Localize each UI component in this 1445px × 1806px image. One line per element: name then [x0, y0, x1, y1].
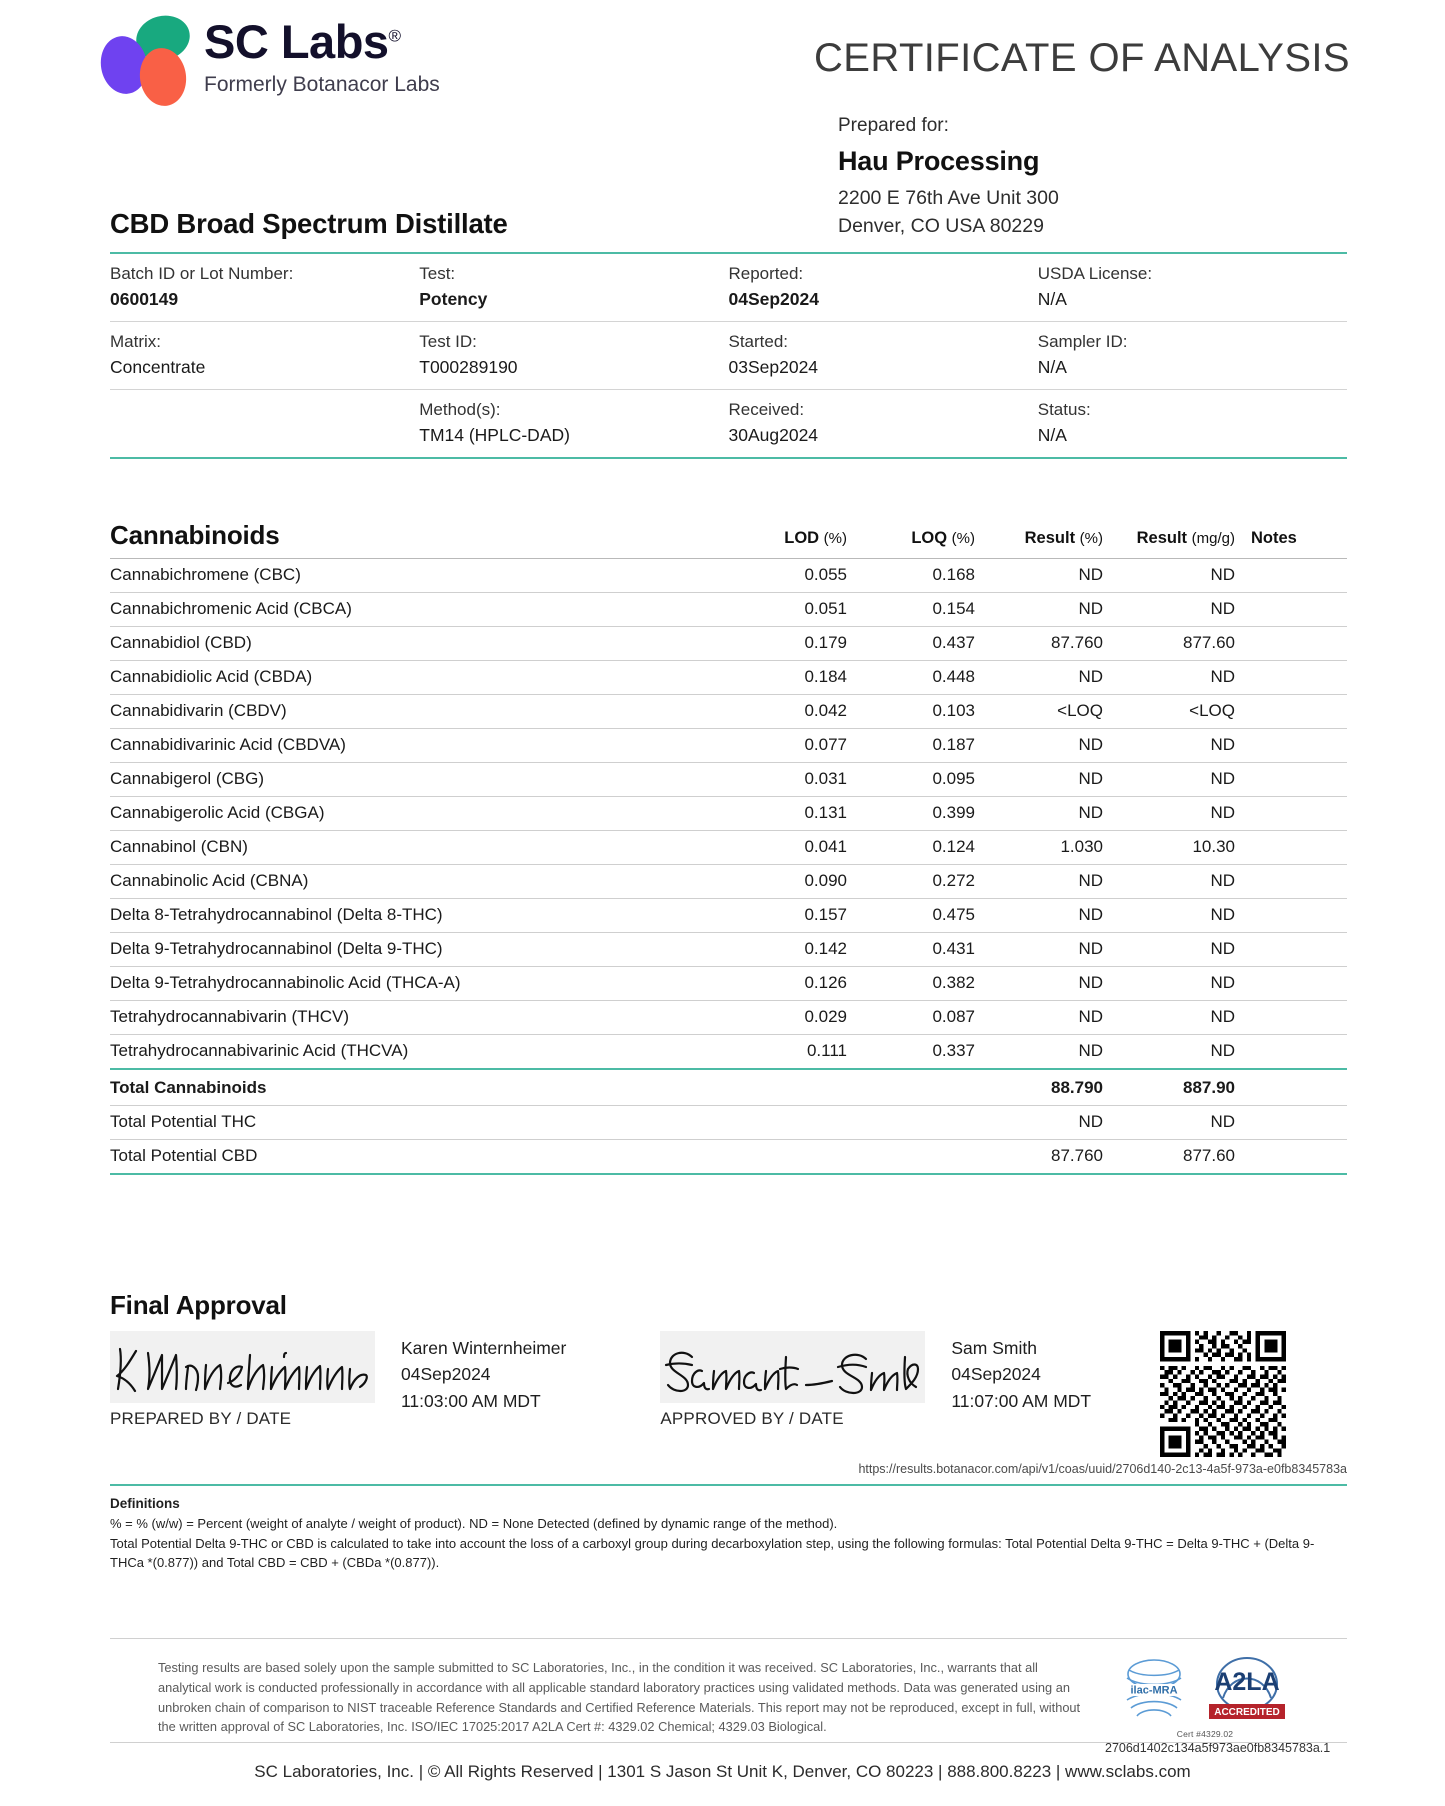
cell-lod: 0.090: [719, 865, 847, 899]
cell-result-mg: ND: [1103, 899, 1235, 933]
metadata-cell: [110, 253, 419, 322]
cell-result-pct: ND: [975, 559, 1103, 593]
cell-lod: 0.179: [719, 627, 847, 661]
definitions-line-1: % = % (w/w) = Percent (weight of analyte / weight of product). ND = None Detected (defined by dynamic range of the method).: [110, 1516, 838, 1532]
cell-notes: [1235, 797, 1347, 831]
metadata-label: Method(s):: [419, 400, 501, 419]
cell-result-mg: ND: [1103, 661, 1235, 695]
cell-result-pct: ND: [975, 763, 1103, 797]
metadata-cell: [729, 322, 1038, 390]
sample-metadata-table: [110, 252, 1347, 459]
accreditation-marks: [1105, 1652, 1305, 1726]
metadata-label: Status:: [1037, 400, 1091, 419]
cell-lod: 0.126: [719, 967, 847, 1001]
cell-lod: 0.029: [719, 1001, 847, 1035]
signature-row: [110, 1331, 1347, 1429]
cell-loq: 0.187: [847, 729, 975, 763]
metadata-row: [110, 322, 1347, 390]
cell-notes: [1235, 729, 1347, 763]
cell-result-mg: 887.90: [1103, 1069, 1235, 1106]
metadata-cell: [419, 390, 728, 459]
logo-mark-icon: [100, 12, 196, 104]
metadata-label: Received:: [728, 400, 805, 419]
cell-name: Tetrahydrocannabivarin (THCV): [110, 1001, 719, 1035]
column-header-lod-unit: (%): [823, 530, 847, 547]
metadata-cell: [419, 253, 728, 322]
cell-notes: [1235, 661, 1347, 695]
cell-loq: 0.437: [847, 627, 975, 661]
cell-notes: [1235, 865, 1347, 899]
metadata-cell: [1038, 390, 1347, 459]
column-header-result-mgg-text: Result: [1136, 529, 1188, 547]
column-header-result-percent: [975, 529, 1103, 551]
cell-name: Cannabidiolic Acid (CBDA): [110, 661, 719, 695]
prepared-by-time: 11:03:00 AM MDT: [401, 1390, 541, 1411]
table-row: [110, 593, 1347, 627]
registered-mark-icon: ®: [388, 26, 401, 46]
sc-labs-logo: [100, 12, 440, 104]
logo-name-text: SC Labs: [204, 15, 389, 68]
metadata-cell: [1038, 253, 1347, 322]
prepared-for-label: Prepared for:: [838, 115, 949, 136]
cell-lod: 0.131: [719, 797, 847, 831]
cell-notes: [1235, 1035, 1347, 1070]
table-row: [110, 797, 1347, 831]
cell-name: Cannabigerol (CBG): [110, 763, 719, 797]
cell-name: Cannabidivarinic Acid (CBDVA): [110, 729, 719, 763]
definitions-section: [110, 1494, 1347, 1573]
cell-name: Cannabichromenic Acid (CBCA): [110, 593, 719, 627]
cannabinoids-table-body: [110, 559, 1347, 1175]
cell-result-pct: ND: [975, 1035, 1103, 1070]
cell-notes: [1235, 1106, 1347, 1140]
cell-result-pct: ND: [975, 899, 1103, 933]
prepared-by-meta: [401, 1331, 566, 1414]
page-title: CERTIFICATE OF ANALYSIS: [814, 36, 1350, 80]
certificate-number: Cert #4329.02: [1176, 1729, 1234, 1739]
table-row: [110, 729, 1347, 763]
cell-name: Cannabinol (CBN): [110, 831, 719, 865]
cell-name: Total Potential THC: [110, 1106, 719, 1140]
cell-loq: 0.382: [847, 967, 975, 1001]
cell-loq: [847, 1069, 975, 1106]
ilac-mra-logo-icon: [1117, 1652, 1191, 1726]
cell-loq: [847, 1140, 975, 1175]
approved-by-time: 11:07:00 AM MDT: [951, 1390, 1092, 1411]
qr-code-icon[interactable]: [1160, 1331, 1286, 1457]
sample-metadata-body: [110, 253, 1347, 458]
footer-divider-bottom: [110, 1742, 1347, 1743]
certificate-uuid: 2706d1402c134a5f973ae0fb8345783a.1: [1105, 1741, 1331, 1755]
prepared-for-block: [838, 112, 1059, 240]
cell-result-mg: 10.30: [1103, 831, 1235, 865]
column-header-result-mgg: [1103, 529, 1235, 551]
definitions-top-rule: [110, 1484, 1347, 1486]
cell-loq: 0.087: [847, 1001, 975, 1035]
approved-by-meta: [951, 1331, 1091, 1414]
logo-subtitle: Formerly Botanacor Labs: [204, 73, 440, 96]
cell-name: Total Potential CBD: [110, 1140, 719, 1175]
definitions-line-2: Total Potential Delta 9-THC or CBD is calculated to take into account the loss of a carboxyl group during decarboxylation step, using the following formulas: Total Potential Delta 9-THC = Delta 9-THC + (Delta 9-THCa *(0.877)) and Total CBD = CBD + (CBDa *(0.877)).: [110, 1535, 1315, 1571]
cell-name: Tetrahydrocannabivarinic Acid (THCVA): [110, 1035, 719, 1070]
cell-loq: 0.154: [847, 593, 975, 627]
cell-loq: 0.448: [847, 661, 975, 695]
cell-result-pct: ND: [975, 1106, 1103, 1140]
table-row: [110, 661, 1347, 695]
metadata-label: Batch ID or Lot Number:: [110, 264, 294, 283]
table-row: [110, 899, 1347, 933]
footer-divider-top: [110, 1638, 1347, 1639]
metadata-label: USDA License:: [1037, 264, 1153, 283]
cell-notes: [1235, 627, 1347, 661]
table-row: [110, 1001, 1347, 1035]
cell-lod: [719, 1069, 847, 1106]
cell-result-pct: ND: [975, 729, 1103, 763]
definitions-heading: Definitions: [110, 1496, 180, 1511]
metadata-cell: [729, 390, 1038, 459]
client-name: Hau Processing: [838, 145, 1040, 176]
cell-notes: [1235, 593, 1347, 627]
metadata-value: N/A: [1037, 425, 1067, 445]
table-total-row: [110, 1106, 1347, 1140]
cell-lod: 0.142: [719, 933, 847, 967]
metadata-value: N/A: [1037, 289, 1067, 309]
coa-url[interactable]: https://results.botanacor.com/api/v1/coas/uuid/2706d140-2c13-4a5f-973a-e0fb8345783a: [858, 1462, 1347, 1476]
metadata-label: Test ID:: [419, 332, 477, 351]
cell-lod: 0.055: [719, 559, 847, 593]
client-address-line-2: Denver, CO USA 80229: [838, 214, 1044, 237]
a2la-label: A2LA: [1214, 1668, 1280, 1696]
metadata-cell: [729, 253, 1038, 322]
cell-result-mg: ND: [1103, 865, 1235, 899]
cell-result-pct: ND: [975, 967, 1103, 1001]
cell-result-mg: ND: [1103, 1035, 1235, 1070]
cell-notes: [1235, 695, 1347, 729]
coa-qr-code[interactable]: [1160, 1331, 1286, 1457]
cell-name: Cannabichromene (CBC): [110, 559, 719, 593]
prepared-by-date: 04Sep2024: [401, 1364, 491, 1385]
metadata-label: Test:: [419, 264, 456, 283]
cell-notes: [1235, 559, 1347, 593]
cell-result-mg: ND: [1103, 1106, 1235, 1140]
cannabinoids-title: Cannabinoids: [110, 520, 280, 550]
metadata-value: TM14 (HPLC-DAD): [419, 425, 570, 445]
cell-name: Delta 8-Tetrahydrocannabinol (Delta 8-THC): [110, 899, 719, 933]
cell-name: Cannabidiol (CBD): [110, 627, 719, 661]
cell-result-pct: ND: [975, 933, 1103, 967]
metadata-value: 03Sep2024: [728, 357, 819, 377]
table-row: [110, 1035, 1347, 1070]
table-row: [110, 933, 1347, 967]
approved-by-group: [660, 1331, 1091, 1429]
cell-lod: 0.157: [719, 899, 847, 933]
cell-result-mg: ND: [1103, 933, 1235, 967]
prepared-by-group: [110, 1331, 566, 1429]
cell-notes: [1235, 967, 1347, 1001]
accreditation-block: [1105, 1652, 1331, 1755]
table-row: [110, 695, 1347, 729]
approved-by-signature-image: [660, 1331, 925, 1403]
metadata-label: Started:: [728, 332, 789, 351]
prepared-by-name: Karen Winternheimer: [401, 1338, 567, 1358]
ilac-mra-icon-svg: [1117, 1652, 1191, 1726]
cell-lod: 0.051: [719, 593, 847, 627]
metadata-value: Potency: [419, 289, 488, 309]
cell-notes: [1235, 899, 1347, 933]
cell-result-pct: ND: [975, 1001, 1103, 1035]
cell-result-pct: 88.790: [975, 1069, 1103, 1106]
prepared-by-caption: PREPARED BY / DATE: [110, 1409, 292, 1428]
cell-name: Cannabigerolic Acid (CBGA): [110, 797, 719, 831]
cell-loq: 0.475: [847, 899, 975, 933]
table-row: [110, 627, 1347, 661]
cell-loq: 0.124: [847, 831, 975, 865]
cell-lod: 0.042: [719, 695, 847, 729]
cell-result-pct: <LOQ: [975, 695, 1103, 729]
table-total-row: [110, 1069, 1347, 1106]
table-total-row: [110, 1140, 1347, 1175]
cell-loq: 0.095: [847, 763, 975, 797]
cell-name: Delta 9-Tetrahydrocannabinol (Delta 9-THC): [110, 933, 719, 967]
metadata-label: Sampler ID:: [1037, 332, 1128, 351]
cell-loq: 0.272: [847, 865, 975, 899]
column-header-lod-text: LOD: [784, 529, 820, 547]
table-row: [110, 559, 1347, 593]
cannabinoids-section: [110, 520, 1347, 1175]
metadata-value: 0600149: [110, 289, 179, 309]
cell-name: Total Cannabinoids: [110, 1069, 719, 1106]
footer-disclaimer: Testing results are based solely upon the sample submitted to SC Laboratories, Inc., in the condition it was received. SC Laboratories, Inc., warrants that all analytical work is conducted professionally in accordance with all applicable standard laboratory practices using validated methods. Data was generated using an unbroken chain of comparison to NIST traceable Reference Standards and Certified Reference Materials. This report may not be reproduced, except in full, without the written approval of SC Laboratories, Inc. ISO/IEC 17025:2017 A2LA Cert #: 4329.02 Chemical; 4329.03 Biological.: [158, 1660, 1081, 1735]
cell-result-mg: 877.60: [1103, 1140, 1235, 1175]
metadata-label: Matrix:: [110, 332, 161, 351]
cell-lod: 0.031: [719, 763, 847, 797]
metadata-value: 04Sep2024: [728, 289, 819, 309]
cell-notes: [1235, 763, 1347, 797]
metadata-value: T000289190: [419, 357, 518, 377]
logo-wordmark: [204, 15, 440, 68]
metadata-value: N/A: [1037, 357, 1067, 377]
cell-result-mg: ND: [1103, 559, 1235, 593]
cell-notes: [1235, 1140, 1347, 1175]
cannabinoids-table-header: [110, 520, 1347, 558]
table-row: [110, 967, 1347, 1001]
metadata-row: [110, 390, 1347, 459]
metadata-value: 30Aug2024: [728, 425, 819, 445]
column-header-loq-text: LOQ: [911, 529, 948, 547]
column-header-result-percent-text: Result: [1024, 529, 1076, 547]
ilac-mra-label: ilac-MRA: [1130, 1684, 1178, 1697]
signature-samantha-icon: [660, 1331, 925, 1403]
cell-lod: 0.111: [719, 1035, 847, 1070]
cell-loq: 0.337: [847, 1035, 975, 1070]
column-header-lod: [719, 529, 847, 551]
cell-result-mg: ND: [1103, 763, 1235, 797]
column-header-result-percent-unit: (%): [1079, 530, 1103, 547]
cell-result-mg: ND: [1103, 729, 1235, 763]
client-address-line-1: 2200 E 76th Ave Unit 300: [838, 186, 1059, 209]
cell-loq: 0.103: [847, 695, 975, 729]
cell-notes: [1235, 933, 1347, 967]
cell-result-pct: 87.760: [975, 1140, 1103, 1175]
cannabinoids-table: [110, 558, 1347, 1175]
cell-loq: [847, 1106, 975, 1140]
cell-lod: 0.077: [719, 729, 847, 763]
cell-loq: 0.399: [847, 797, 975, 831]
a2la-icon-svg: [1201, 1654, 1293, 1724]
final-approval-title: Final Approval: [110, 1290, 287, 1320]
table-row: [110, 831, 1347, 865]
cell-loq: 0.431: [847, 933, 975, 967]
cell-result-mg: ND: [1103, 1001, 1235, 1035]
approved-by-date: 04Sep2024: [951, 1364, 1041, 1385]
cell-result-mg: ND: [1103, 967, 1235, 1001]
column-header-notes: Notes: [1251, 529, 1297, 547]
final-approval-section: [110, 1290, 1347, 1429]
column-header-loq-unit: (%): [951, 530, 975, 547]
metadata-cell: [110, 390, 419, 459]
cell-result-pct: ND: [975, 661, 1103, 695]
column-header-loq: [847, 529, 975, 551]
cell-name: Cannabidivarin (CBDV): [110, 695, 719, 729]
cell-lod: [719, 1140, 847, 1175]
cell-notes: [1235, 1069, 1347, 1106]
cell-notes: [1235, 831, 1347, 865]
cell-name: Delta 9-Tetrahydrocannabinolic Acid (THCA-A): [110, 967, 719, 1001]
metadata-row: [110, 253, 1347, 322]
cell-lod: 0.184: [719, 661, 847, 695]
cell-result-mg: 877.60: [1103, 627, 1235, 661]
table-row: [110, 865, 1347, 899]
metadata-cell: [419, 322, 728, 390]
cell-name: Cannabinolic Acid (CBNA): [110, 865, 719, 899]
cell-result-pct: 1.030: [975, 831, 1103, 865]
a2la-logo-icon: [1201, 1654, 1293, 1724]
table-row: [110, 763, 1347, 797]
cell-notes: [1235, 1001, 1347, 1035]
cell-result-mg: ND: [1103, 797, 1235, 831]
cell-result-mg: ND: [1103, 593, 1235, 627]
cell-result-pct: ND: [975, 593, 1103, 627]
cell-loq: 0.168: [847, 559, 975, 593]
product-name: CBD Broad Spectrum Distillate: [110, 208, 508, 239]
footer-company-line: SC Laboratories, Inc. | © All Rights Reserved | 1301 S Jason St Unit K, Denver, CO 80223 | 888.800.8223 | www.sclabs.com: [254, 1762, 1191, 1781]
cell-lod: 0.041: [719, 831, 847, 865]
cell-result-mg: <LOQ: [1103, 695, 1235, 729]
metadata-value: Concentrate: [110, 357, 206, 377]
metadata-cell: [1038, 322, 1347, 390]
cell-result-pct: ND: [975, 797, 1103, 831]
a2la-accredited-label: ACCREDITED: [1214, 1707, 1280, 1718]
column-header-result-mgg-unit: (mg/g): [1191, 530, 1235, 547]
cell-result-pct: 87.760: [975, 627, 1103, 661]
cell-lod: [719, 1106, 847, 1140]
cell-result-pct: ND: [975, 865, 1103, 899]
approved-by-name: Sam Smith: [951, 1338, 1037, 1358]
prepared-by-signature-image: [110, 1331, 375, 1403]
signature-karen-icon: [110, 1331, 375, 1403]
metadata-label: Reported:: [728, 264, 804, 283]
metadata-cell: [110, 322, 419, 390]
approved-by-caption: APPROVED BY / DATE: [660, 1409, 844, 1428]
